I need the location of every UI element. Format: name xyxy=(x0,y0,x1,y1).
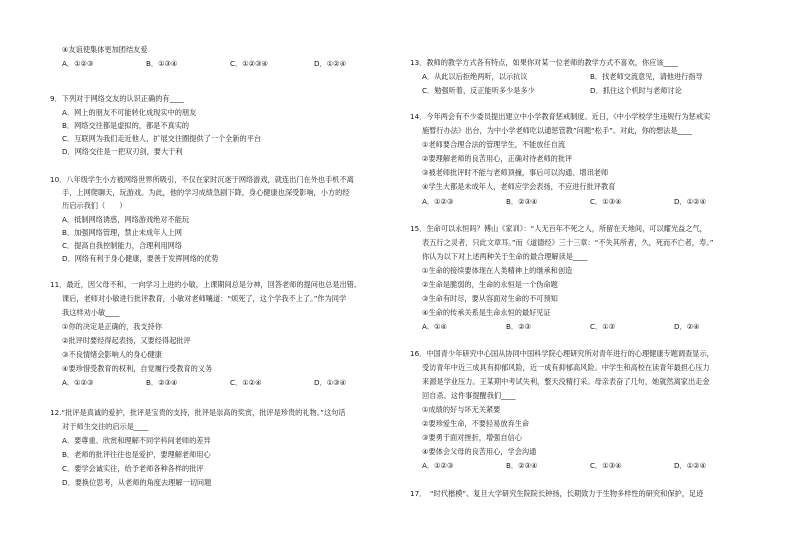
option-c: C．①③④ xyxy=(590,197,622,206)
option-a: A．①②③ xyxy=(422,197,454,206)
choice-line: ③要勇于面对挫折，增强自信心 xyxy=(422,433,522,442)
question-11-stem: 我这样劝小敏____ xyxy=(62,308,120,317)
choice-line: D．网络交往是一把双刃剑，要大于利 xyxy=(62,147,183,156)
option-d: D．①③④ xyxy=(314,378,347,387)
option-b: B．②③ xyxy=(506,322,532,331)
question-14-stem: 施暂行办法》出台，为中小学老师吃以通惩管教”问题“松手”。对此，你的想法是____ xyxy=(422,126,692,135)
choice-line: A．网上的朋友不可能转化成现实中的朋友 xyxy=(62,108,197,117)
choice-line: B．老师的批评往往也是爱护，要理解老师用心 xyxy=(62,450,211,459)
choice-line: ②要珍爱生命，不要轻易放弃生命 xyxy=(422,419,530,428)
question-15-stem: 你认为以下对上述两种关于生命的最合理解读是____ xyxy=(422,252,588,261)
question-11-stem: 11．最近，因父母不和，一向学习上进的小敏，上课期间总是分神，回答老师的提问也总是出错。 xyxy=(50,280,362,289)
item-line: ④友谊使集体更加团结友爱 xyxy=(62,45,148,54)
choice-line: ②批评时要经得起表扬，又要经得起批评 xyxy=(62,336,191,345)
option-b: B．②③④ xyxy=(506,461,538,470)
question-17-stem: 17． “时代楷模”、复旦大学研究生院院长钟扬，长期致力于生物多样性的研究和保护，足迹 xyxy=(410,489,704,498)
choice-line: D．网络有利于身心健康，要善于发挥网络的优势 xyxy=(62,254,219,263)
option-b: B．②③④ xyxy=(506,197,538,206)
option-d: D．①②④ xyxy=(674,197,707,206)
choice-line: B．加强网络管理，禁止未成年人上网 xyxy=(62,228,182,237)
option-c: C．①③④ xyxy=(590,461,622,470)
question-10-stem: 10．八年级学生小方被网络世界所吸引，不仅在家时沉迷于网络游戏，就连出门在外也手机不离 xyxy=(50,175,354,184)
choice-line: A．抵制网络诱惑，网络游戏绝对不能玩 xyxy=(62,215,190,224)
question-14-stem: 14．今年两会有不少委员提出建立中小学教育惩戒制度。近日，《中小学校学生违规行为惩戒实 xyxy=(410,112,711,121)
question-10-stem: 手，上网爬聊天，玩游戏。为此，他的学习成绩急剧下降，身心健康也深受影响，小方的经 xyxy=(62,188,350,197)
choice-line: ①你的决定是正确的，我支持你 xyxy=(62,322,162,331)
choice-line: ①生命的接续要体现在人类精神上的继承和创造 xyxy=(422,266,573,275)
option-a: A．①④ xyxy=(422,322,447,331)
choice-line: A．要尊重、欣赏和理解不同学科间老师的差异 xyxy=(62,436,211,445)
choice-line: ④学生大都是未成年人，老师应学会表扬，不应进行批评教育 xyxy=(422,182,616,191)
question-16-stem: 16．中国青少年研究中心国从协同中国科学院心理研究所对青年进行的心理健康专题调查显示， xyxy=(410,349,714,358)
question-15-stem: 表五行之灵者，只此文章耳。”而《道德经》三十三章：“不失其所者，久，死而不亡者，寿。” xyxy=(422,238,714,247)
option-b: B．②③④ xyxy=(146,378,178,387)
option-d: D．②④ xyxy=(674,322,700,331)
option-d: D．抓住这个机时与老师讨论 xyxy=(590,86,682,95)
question-16-stem: 回自杀。这件事提醒我们____ xyxy=(422,391,516,400)
choice-line: ②要理解老师的良苦用心，正确对待老师的批评 xyxy=(422,154,573,163)
option-c: C．①③ xyxy=(590,322,616,331)
choice-line: ②生命是脆弱的，生命的永恒是一个伪命题 xyxy=(422,280,558,289)
question-9-stem: 9．下列对于网络交友的认识正确的有____ xyxy=(50,94,184,103)
choice-line: ④生命的传承关系是生命永恒的最好见证 xyxy=(422,308,551,317)
question-16-stem: 受访青年中近三成具有抑郁风险，近一成有抑郁高风险。中学生和高校在读青年最担心压力 xyxy=(422,363,710,372)
choice-line: ①成绩的好与坏无关紧要 xyxy=(422,405,501,414)
choice-line: C．提高自我控制能力，合理利用网络 xyxy=(62,241,183,250)
question-11-stem: 课后，老师对小敏进行批评教育，小敏对老师嚷道：“烦死了，这个学我不上了。”作为同学 xyxy=(62,294,347,303)
question-13-stem: 13．教师的教学方式各有特点，如果你对某一位老师的教学方式不喜欢，你应该____ xyxy=(410,58,678,67)
question-12-stem: 12.“批评是真诚的爱护，批评是宝贵的支持，批评是崇高的奖赏，批评是珍贵的礼物。”这句话 xyxy=(50,408,346,417)
choice-line: B．网络交往都是虚拟的，都是不真实的 xyxy=(62,121,190,130)
choice-line: ④要珍惜受教育的权利，自觉履行受教育的义务 xyxy=(62,364,213,373)
option-d: D．①②④ xyxy=(314,59,347,68)
choice-line: ①老师要合理合法的管理学生，不能放任自流 xyxy=(422,140,566,149)
option-c: C．①②③④ xyxy=(230,59,268,68)
question-15-stem: 15．生命可以永恒吗？傅山《家训》：“人无百年不死之人，所留在天地间，可以耀光益之气， xyxy=(410,224,707,233)
option-c: C．①②④ xyxy=(230,378,262,387)
question-16-stem: 来源是学业压力。王某期中考试失利，整天没精打采。母亲表奋了几句，她就然离家出走金 xyxy=(422,377,710,386)
question-10-stem: 历启示我们（ ） xyxy=(62,201,127,210)
option-a: A．①②③ xyxy=(62,59,94,68)
option-d: D．①②④ xyxy=(674,461,707,470)
option-c: C．勉强听着，反正能听多少是多少 xyxy=(422,86,535,95)
choice-line: C．要学会诚实往，给予老师各种各样的批评 xyxy=(62,464,204,473)
choice-line: C．互联网为我们走近他人，扩展交往圈提供了一个全新的平台 xyxy=(62,134,262,143)
choice-line: D．要换位思考，从老师的角度去理解一切问题 xyxy=(62,478,212,487)
choice-line: ③不良情绪会影响人的身心健康 xyxy=(62,350,162,359)
question-12-stem: 对于师生交往的启示是____ xyxy=(62,422,149,431)
choice-line: ③被老师批评时不能与老师顶撞，事后可以沟通、增讯老师 xyxy=(422,168,609,177)
option-a: A．①②③ xyxy=(62,378,94,387)
option-b: B．①③④ xyxy=(146,59,178,68)
choice-line: ③生命有时尽，要从容面对生命的不可预知 xyxy=(422,294,558,303)
option-a: A．①②③ xyxy=(422,461,454,470)
option-b: B．找老师交流意见，请他进行指导 xyxy=(590,72,703,81)
choice-line: ④要体会父母的良苦用心，学会沟通 xyxy=(422,447,537,456)
option-a: A．从此以后拒绝两听，以示抗议 xyxy=(422,72,528,81)
